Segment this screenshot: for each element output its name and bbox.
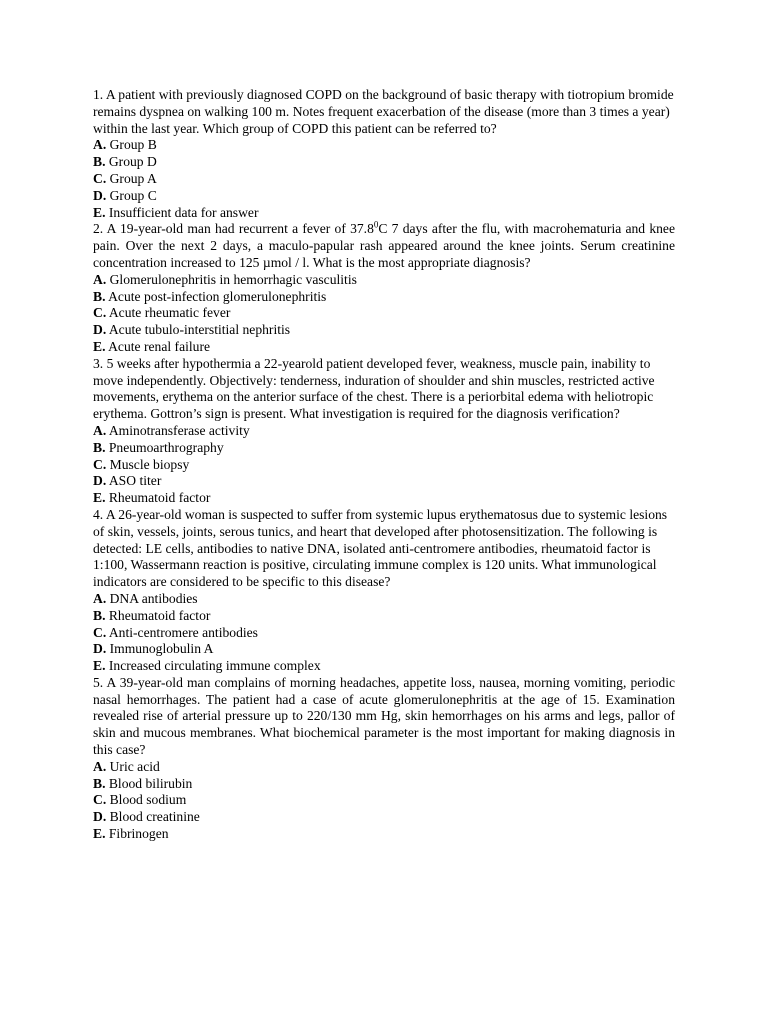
answer-option: E. Increased circulating immune complex bbox=[93, 658, 321, 674]
question-stem: 1. A patient with previously diagnosed COPD on the background of basic therapy with tiotropium bromide remains dyspnea on walking 100 m. Notes frequent exacerbation of the disease (more than 3 times a year) within the last year. Which group of COPD this patient can be referred to? bbox=[93, 87, 674, 136]
answer-option: D. Acute tubulo-interstitial nephritis bbox=[93, 322, 291, 338]
answer-option: E. Rheumatoid factor bbox=[93, 490, 211, 506]
question-1 bbox=[93, 87, 675, 221]
answer-option: A. Aminotransferase activity bbox=[93, 422, 250, 438]
answer-option: B. Acute post-infection glomerulonephritis bbox=[93, 288, 327, 304]
question-4 bbox=[93, 507, 675, 675]
answer-option: B. Rheumatoid factor bbox=[93, 607, 211, 623]
question-stem: 2. A 19-year-old man had recurrent a fever of 37.8$^0$C 7 days after the flu, with macrohematuria and knee pain. Over the next 2 days, a maculo-papular rash appeared around the knee joints. Serum creatinine concentration increased to 125 µmol / l. What is the most appropriate diagnosis? bbox=[93, 219, 675, 270]
answer-option: E. Fibrinogen bbox=[93, 826, 169, 842]
answer-option: C. Acute rheumatic fever bbox=[93, 305, 231, 321]
question-5 bbox=[93, 675, 675, 843]
question-stem: 4. A 26-year-old woman is suspected to suffer from systemic lupus erythematosus due to systemic lesions of skin, vessels, joints, serous tunics, and heart that developed after photosensitization. The following is detected: LE cells, antibodies to native DNA, isolated anti-centromere antibodies, rheumatoid factor is 1:100, Wassermann reaction is positive, circulating immune complex is 120 units. What immunological indicators are considered to be specific to this disease? bbox=[93, 506, 668, 590]
answer-option: D. Group C bbox=[93, 187, 157, 203]
question-2 bbox=[93, 221, 675, 355]
answer-option: B. Pneumoarthrography bbox=[93, 439, 224, 455]
answer-option: C. Group A bbox=[93, 170, 157, 186]
answer-option: B. Blood bilirubin bbox=[93, 775, 193, 791]
question-stem: 5. A 39-year-old man complains of morning headaches, appetite loss, nausea, morning vomiting, periodic nasal hemorrhages. The patient had a case of acute glomerulonephritis at the age of 15. Examination revealed rise of arterial pressure up to 220/130 mm Hg, skin hemorrhages on his arms and legs, pallor of skin and mucous membranes. What biochemical parameter is the most important for making diagnosis in this case? bbox=[93, 674, 675, 758]
answer-option: E. Insufficient data for answer bbox=[93, 204, 259, 220]
answer-option: A. Glomerulonephritis in hemorrhagic vasculitis bbox=[93, 271, 357, 287]
answer-option: C. Anti-centromere antibodies bbox=[93, 624, 258, 640]
answer-option: C. Blood sodium bbox=[93, 792, 187, 808]
document-page bbox=[93, 87, 675, 843]
answer-option: A. Group B bbox=[93, 137, 157, 153]
answer-option: A. DNA antibodies bbox=[93, 590, 198, 606]
answer-option: D. Immunoglobulin A bbox=[93, 641, 214, 657]
question-stem: 3. 5 weeks after hypothermia a 22-yearold patient developed fever, weakness, muscle pain, inability to move independently. Objectively: tenderness, induration of shoulder and shin muscles, restricted active movements, erythema on the anterior surface of the chest. There is a periorbital edema with heliotropic erythema. Gottron’s sign is present. What investigation is required for the diagnosis verification? bbox=[93, 355, 655, 422]
question-3 bbox=[93, 356, 675, 507]
answer-option: B. Group D bbox=[93, 154, 157, 170]
answer-option: A. Uric acid bbox=[93, 758, 160, 774]
answer-option: C. Muscle biopsy bbox=[93, 456, 190, 472]
answer-option: D. ASO titer bbox=[93, 473, 162, 489]
answer-option: E. Acute renal failure bbox=[93, 338, 211, 354]
answer-option: D. Blood creatinine bbox=[93, 809, 200, 825]
